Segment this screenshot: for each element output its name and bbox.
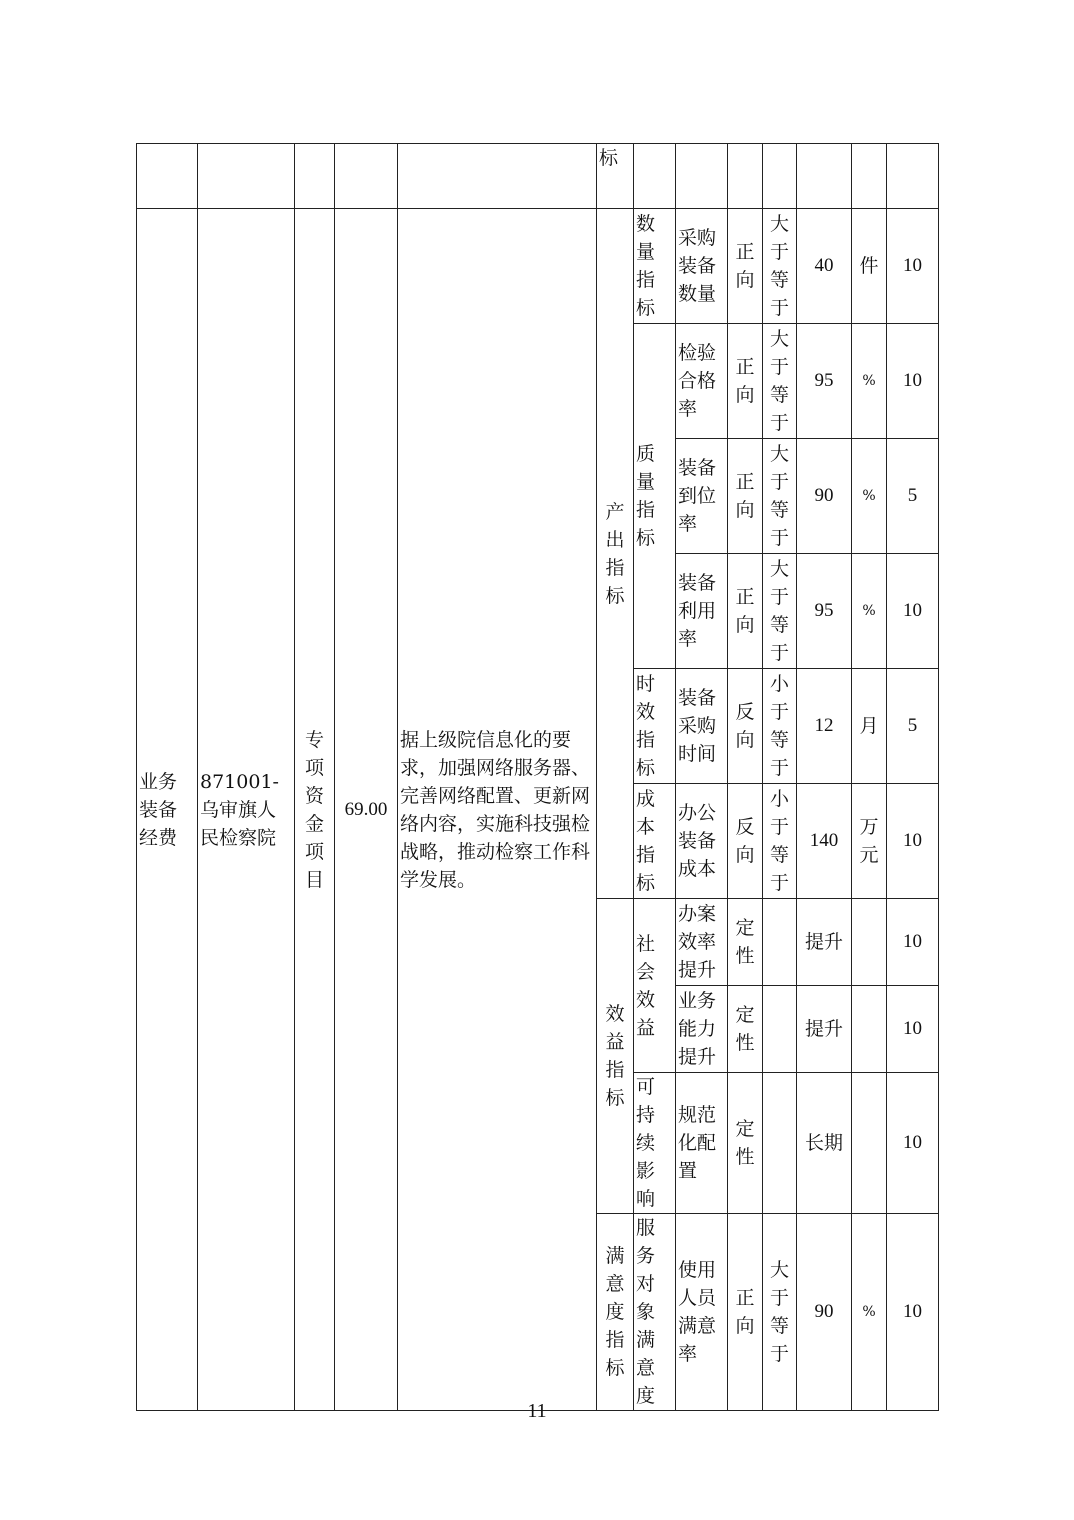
indicator-operator: 小于等于 — [763, 784, 797, 899]
indicator-operator: 大于等于 — [763, 209, 797, 324]
indicator-unit — [852, 986, 887, 1073]
indicator-direction: 定性 — [728, 986, 763, 1073]
performance-indicator-table — [136, 143, 939, 1411]
indicator-name: 办公装备成本 — [676, 784, 728, 899]
indicator-unit — [852, 899, 887, 986]
indicator-weight: 10 — [887, 899, 939, 986]
indicator-unit: % — [852, 1214, 887, 1411]
indicator-direction: 正向 — [728, 324, 763, 439]
level2-service: 服务对象满意度 — [634, 1214, 676, 1411]
level2-quality: 质量指标 — [634, 324, 676, 669]
indicator-direction: 定性 — [728, 899, 763, 986]
indicator-unit: % — [852, 439, 887, 554]
level1-satisfaction: 满意度指标 — [597, 1214, 634, 1411]
indicator-weight: 10 — [887, 209, 939, 324]
indicator-value: 提升 — [797, 899, 852, 986]
level1-fragment: 标 — [597, 144, 634, 209]
indicator-name: 装备采购时间 — [676, 669, 728, 784]
cell-empty — [634, 144, 676, 209]
cell-empty — [887, 144, 939, 209]
indicator-value: 95 — [797, 554, 852, 669]
indicator-name: 业务能力提升 — [676, 986, 728, 1073]
level1-output: 产出指标 — [597, 209, 634, 899]
indicator-name: 装备利用率 — [676, 554, 728, 669]
cell-empty — [295, 144, 335, 209]
cell-empty — [137, 144, 198, 209]
indicator-operator: 大于等于 — [763, 1214, 797, 1411]
continuation-row — [137, 144, 939, 209]
indicator-weight: 10 — [887, 324, 939, 439]
indicator-unit: 月 — [852, 669, 887, 784]
level2-timeliness: 时效指标 — [634, 669, 676, 784]
indicator-value: 提升 — [797, 986, 852, 1073]
indicator-name: 使用人员满意率 — [676, 1214, 728, 1411]
indicator-direction: 正向 — [728, 554, 763, 669]
indicator-unit: 万元 — [852, 784, 887, 899]
indicator-direction: 定性 — [728, 1073, 763, 1214]
indicator-operator: 大于等于 — [763, 554, 797, 669]
indicator-value: 90 — [797, 1214, 852, 1411]
indicator-value: 12 — [797, 669, 852, 784]
indicator-operator — [763, 986, 797, 1073]
indicator-value: 40 — [797, 209, 852, 324]
indicator-direction: 反向 — [728, 784, 763, 899]
indicator-direction: 反向 — [728, 669, 763, 784]
indicator-name: 检验合格率 — [676, 324, 728, 439]
cell-empty — [398, 144, 597, 209]
indicator-weight: 10 — [887, 784, 939, 899]
indicator-unit: 件 — [852, 209, 887, 324]
level2-cost: 成本指标 — [634, 784, 676, 899]
cell-empty — [728, 144, 763, 209]
indicator-name: 规范化配置 — [676, 1073, 728, 1214]
indicator-value: 140 — [797, 784, 852, 899]
table-row — [137, 209, 939, 324]
indicator-operator — [763, 1073, 797, 1214]
project-amount: 69.00 — [335, 209, 398, 1411]
page-number: 11 — [527, 1400, 547, 1422]
indicator-unit — [852, 1073, 887, 1214]
indicator-operator: 大于等于 — [763, 439, 797, 554]
indicator-direction: 正向 — [728, 439, 763, 554]
indicator-weight: 10 — [887, 1073, 939, 1214]
level1-benefit: 效益指标 — [597, 899, 634, 1214]
indicator-direction: 正向 — [728, 209, 763, 324]
indicator-value: 90 — [797, 439, 852, 554]
indicator-name: 采购装备数量 — [676, 209, 728, 324]
cell-empty — [797, 144, 852, 209]
indicator-weight: 5 — [887, 669, 939, 784]
indicator-name: 装备到位率 — [676, 439, 728, 554]
indicator-weight: 10 — [887, 986, 939, 1073]
level2-quantity: 数量指标 — [634, 209, 676, 324]
cell-empty — [335, 144, 398, 209]
indicator-operator — [763, 899, 797, 986]
indicator-weight: 10 — [887, 1214, 939, 1411]
cell-empty — [852, 144, 887, 209]
indicator-name: 办案效率提升 — [676, 899, 728, 986]
indicator-weight: 5 — [887, 439, 939, 554]
indicator-value: 95 — [797, 324, 852, 439]
cell-empty — [676, 144, 728, 209]
level2-social: 社会效益 — [634, 899, 676, 1073]
cell-empty — [763, 144, 797, 209]
cell-empty — [198, 144, 295, 209]
project-unit: 871001-乌审旗人民检察院 — [198, 209, 295, 1411]
indicator-weight: 10 — [887, 554, 939, 669]
indicator-unit: % — [852, 554, 887, 669]
indicator-value: 长期 — [797, 1073, 852, 1214]
project-goal: 据上级院信息化的要求，加强网络服务器、完善网络配置、更新网络内容，实施科技强检战略，推动检察工作科学发展。 — [398, 209, 597, 1411]
indicator-operator: 小于等于 — [763, 669, 797, 784]
fund-type: 专项资金项目 — [295, 209, 335, 1411]
project-name: 业务装备经费 — [137, 209, 198, 1411]
level2-sustain: 可持续影响 — [634, 1073, 676, 1214]
indicator-direction: 正向 — [728, 1214, 763, 1411]
indicator-unit: % — [852, 324, 887, 439]
indicator-operator: 大于等于 — [763, 324, 797, 439]
